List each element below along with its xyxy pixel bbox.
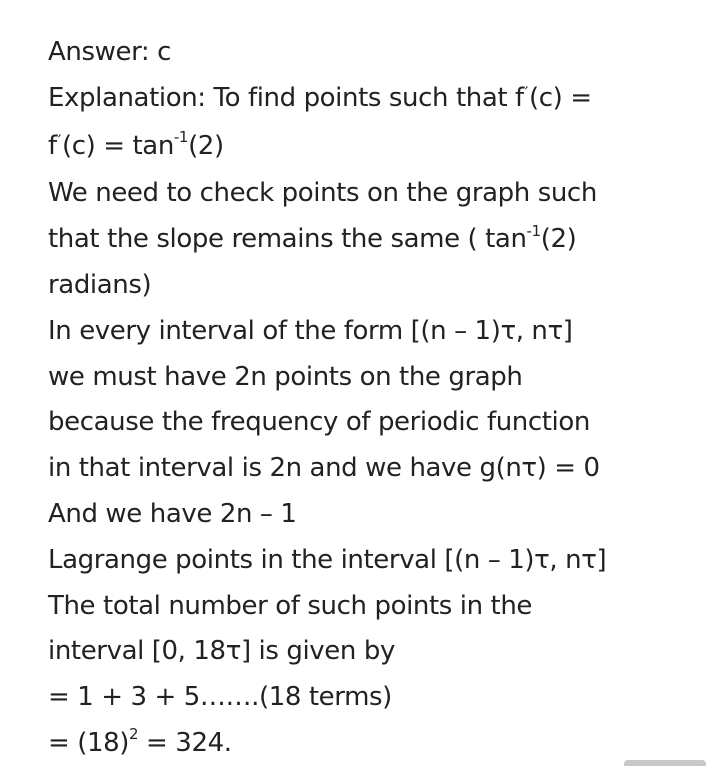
explanation-line-5: radians) (48, 269, 152, 300)
result-base-text: = (18) (48, 727, 130, 758)
tangent-expression-text: (c) = tan (62, 130, 174, 161)
explanation-line-3: We need to check points on the graph such (48, 178, 597, 209)
explanation-line-13: interval [0, 18τ] is given by (48, 636, 395, 667)
result-value-text: = 324. (138, 727, 232, 758)
prime-mark: ′ (57, 130, 61, 150)
answer-text: Answer: c (48, 37, 172, 67)
answer-line (48, 30, 688, 76)
explanation-line-11: Lagrange points in the interval [(n – 1)τ, nτ] (48, 544, 607, 575)
explanation-line-15 (48, 721, 688, 767)
function-symbol: f (48, 130, 57, 161)
explanation-line-4 (48, 217, 688, 263)
explanation-line-12: The total number of such points in the (48, 590, 533, 621)
slope-argument-text: (2) (540, 224, 577, 255)
explanation-line-8: because the frequency of periodic function (48, 407, 590, 438)
explanation-line-14: = 1 + 3 + 5…….(18 terms) (48, 682, 392, 713)
explanation-line-7: we must have 2n points on the graph (48, 361, 523, 392)
explanation-line-6: In every interval of the form [(n – 1)τ, nτ] (48, 315, 573, 346)
function-equals-text: (c) = (529, 82, 592, 113)
corner-tab (624, 760, 706, 766)
inverse-exponent: -1 (173, 127, 189, 146)
explanation-line-10: And we have 2n – 1 (48, 498, 297, 529)
explanation-intro-text: Explanation: To find points such that f (48, 82, 524, 113)
square-exponent: 2 (129, 725, 139, 744)
answer-explanation-text (48, 30, 688, 767)
inverse-exponent: -1 (526, 221, 541, 240)
explanation-line-2 (48, 124, 688, 172)
explanation-line-1 (48, 76, 688, 124)
explanation-line-9: in that interval is 2n and we have g(nτ) = 0 (48, 453, 600, 484)
slope-text: that the slope remains the same ( tan (48, 224, 527, 255)
prime-mark: ′ (524, 82, 529, 102)
tangent-argument-text: (2) (188, 130, 224, 161)
